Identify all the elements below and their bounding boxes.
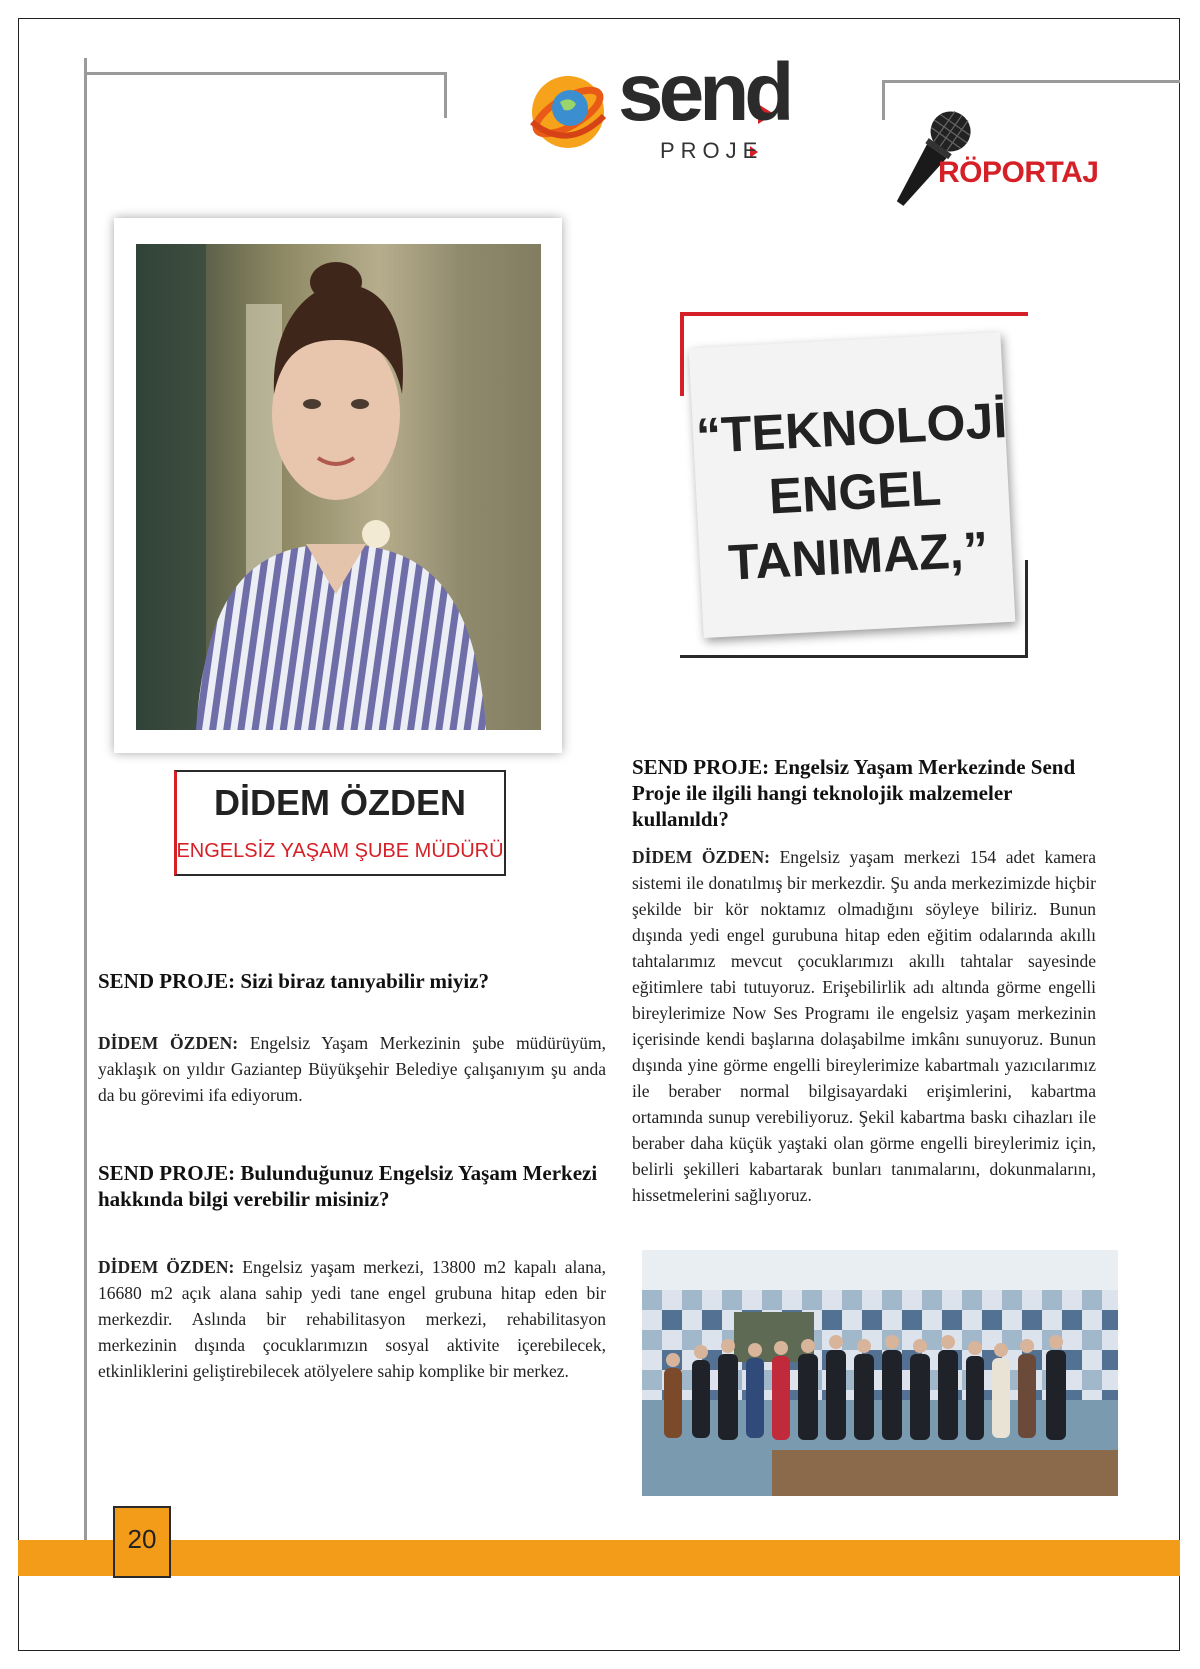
answer-1 [98, 1030, 606, 1108]
answer-1-speaker: DİDEM ÖZDEN: [98, 1033, 239, 1053]
margin-line-left [84, 58, 87, 1548]
quote-frame-left [680, 312, 684, 396]
person-name: DİDEM ÖZDEN [214, 782, 466, 823]
question-2: SEND PROJE: Bulunduğunuz Engelsiz Yaşam Merkezi hakkında bilgi verebilir misiniz? [98, 1161, 598, 1211]
answer-2 [98, 1254, 606, 1384]
quote-frame-right [1025, 560, 1028, 658]
question-1: SEND PROJE: Sizi biraz tanıyabilir miyiz? [98, 969, 490, 993]
footer-bar [18, 1540, 1180, 1576]
header-line-right [882, 80, 1180, 83]
person-title: ENGELSİZ YAŞAM ŞUBE MÜDÜRÜ [176, 840, 504, 862]
answer-2-speaker: DİDEM ÖZDEN: [98, 1257, 235, 1277]
page-number: 20 [127, 1524, 157, 1554]
logo-subtitle: PROJE [660, 138, 764, 163]
section-label: RÖPORTAJ [938, 156, 1099, 189]
question-3: SEND PROJE: Engelsiz Yaşam Merkezinde Send Proje ile ilgili hangi teknolojik malzemeler kullanıldı? [632, 755, 1076, 831]
answer-1-text: Engelsiz Yaşam Merkezinin şube müdürüyüm, yaklaşık on yıldır Gaziantep Büyükşehir Belediye çalışanıyım şu anda da bu görevimi ifa ediyorum. [98, 1033, 606, 1105]
header-tick-left [444, 72, 447, 118]
answer-3-text: Engelsiz yaşam merkezi 154 adet kamera sistemi ile donatılmış bir merkezdir. Şu anda merkezimizde hiçbir şekilde bir kör noktamız olmadığını söyleye biliriz. Bunun dışında yedi engel gurubuna hitap eden eğitim odalarında akıllı tahtalarımız mevcut çocuklarımızı akıllı tahtalar sayesinde eğitimlere tabi tutuyoruz. Erişebilirlik adı altında görme engelli bireylerimize Now Ses Programı ile engelsiz yaşam merkezinin içerisinde kendi başlarına dolaşabilme imkânı sunuyoruz. Bunun dışında yine görme engelli bireylerimize kabartmalı yazıcılarımız ile beraber normal bilgisayardaki erişimlerini, kabartma ortamında sunup verebiliyoruz. Şekil kabartma baskı cihazları ile beraber daha küçük yaştaki olan görme engelli bireylerimiz için, belirli şekilleri kabartarak bunları tanımalarını, dokunmalarını, hissetmelerini sağlıyoruz. [632, 847, 1096, 1205]
answer-3-speaker: DİDEM ÖZDEN: [632, 847, 770, 867]
pull-quote-line-2: ENGEL [767, 459, 943, 525]
pull-quote-line-1: “TEKNOLOJİ [694, 391, 1009, 465]
quote-frame-bottom [680, 655, 1028, 658]
header-line-left [84, 72, 446, 75]
group-photo [642, 1250, 1118, 1496]
answer-3 [632, 844, 1096, 1208]
pull-quote-line-3: TANIMAZ,” [726, 521, 990, 591]
pull-quote [685, 387, 1025, 596]
answer-2-text: Engelsiz yaşam merkezi, 13800 m2 kapalı alana, 16680 m2 açık alana sahip yedi tane engel grubuna hitap eden bir merkezdir. Aslında bir rehabilitasyon merkezi, rehabilitasyon merkezinin dışında çocuklarımızın sosyal aktivite içerebilecek, etkinliklerini geliştirebilecek atölyelere sahip komplike bir merkez. [98, 1257, 606, 1381]
quote-frame-top [680, 312, 1028, 316]
logo-word: send [618, 47, 790, 138]
portrait-photo [136, 244, 541, 730]
